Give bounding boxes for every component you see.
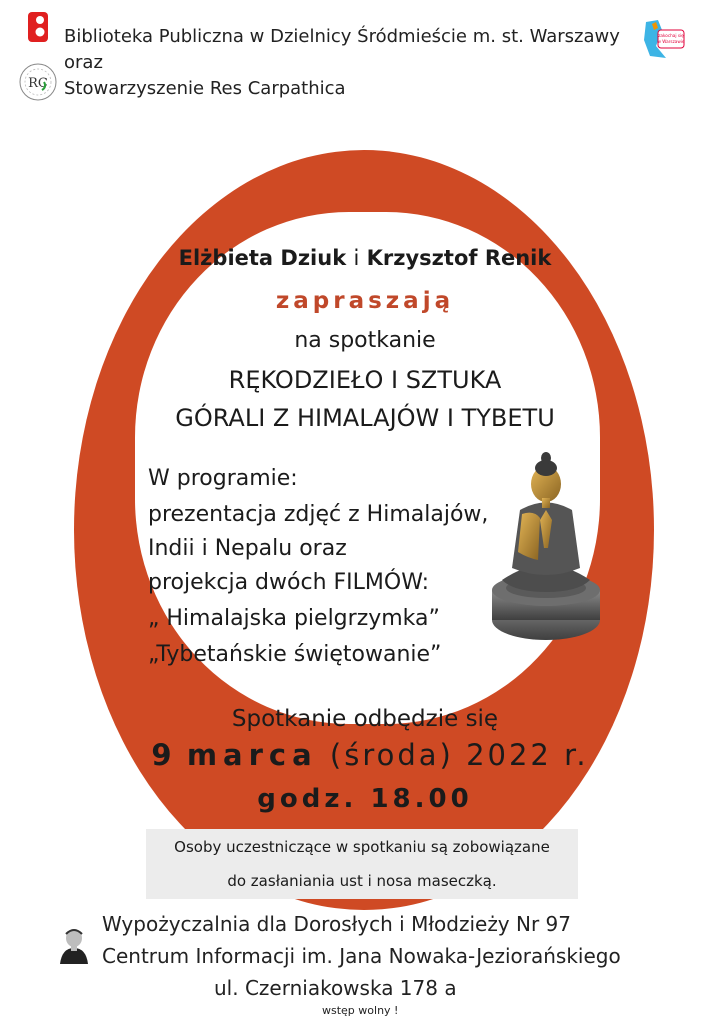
rc-logo-text: RC <box>28 76 48 91</box>
hosts-line <box>130 246 600 270</box>
event-title-line-1: RĘKODZIEŁO I SZTUKA <box>228 366 502 394</box>
svg-text:w Warszawie: w Warszawie <box>657 39 685 44</box>
res-carpathica-logo-icon <box>18 62 58 102</box>
host-name-1: Elżbieta Dziuk <box>178 246 347 270</box>
program-line: Indii i Nepalu oraz <box>148 536 347 561</box>
free-entry-text: wstęp wolny ! <box>322 1004 399 1017</box>
invite-verb: zapraszają <box>275 288 455 314</box>
event-date <box>80 738 660 772</box>
program-line: „Tybetańskie świętowanie” <box>148 642 442 667</box>
library-logo-icon <box>26 10 52 44</box>
hosts-and: i <box>353 246 360 270</box>
program-line: W programie: <box>148 466 298 491</box>
event-month: marca <box>186 738 318 772</box>
venue-line-2: Centrum Informacji im. Jana Nowaka-Jeziorańskiego <box>102 944 621 968</box>
patron-portrait-image <box>58 924 90 964</box>
svg-text:zakochaj się: zakochaj się <box>658 33 684 38</box>
header-org2: Stowarzyszenie Res Carpathica <box>64 78 346 99</box>
mask-notice-box <box>146 829 578 899</box>
event-weekday: (środa) <box>329 738 454 772</box>
venue-line-3: ul. Czerniakowska 178 a <box>214 976 457 1000</box>
venue-line-1: Wypożyczalnia dla Dorosłych i Młodzieży Nr 97 <box>102 912 571 936</box>
buddha-statue-image <box>488 440 604 644</box>
event-year: 2022 r. <box>466 738 589 772</box>
program-line: prezentacja zdjęć z Himalajów, <box>148 502 489 527</box>
program-line: projekcja dwóch FILMÓW: <box>148 570 430 595</box>
program-line: „ Himalajska pielgrzymka” <box>148 606 440 631</box>
notice-line-2: do zasłaniania ust i nosa maseczką. <box>227 872 497 890</box>
host-name-2: Krzysztof Renik <box>366 246 552 270</box>
event-day: 9 <box>151 738 175 772</box>
header-org1: Biblioteka Publiczna w Dzielnicy Śródmieście m. st. Warszawy <box>64 26 620 47</box>
notice-line-1: Osoby uczestniczące w spotkaniu są zobowiązane <box>174 838 550 856</box>
event-time: godz. 18.00 <box>257 784 473 814</box>
meeting-intro: Spotkanie odbędzie się <box>231 706 499 732</box>
warsaw-badge-icon <box>638 16 686 62</box>
to-meeting-text: na spotkanie <box>294 328 436 353</box>
header-conj: oraz <box>64 52 103 73</box>
event-title-line-2: GÓRALI Z HIMALAJÓW I TYBETU <box>175 404 555 432</box>
